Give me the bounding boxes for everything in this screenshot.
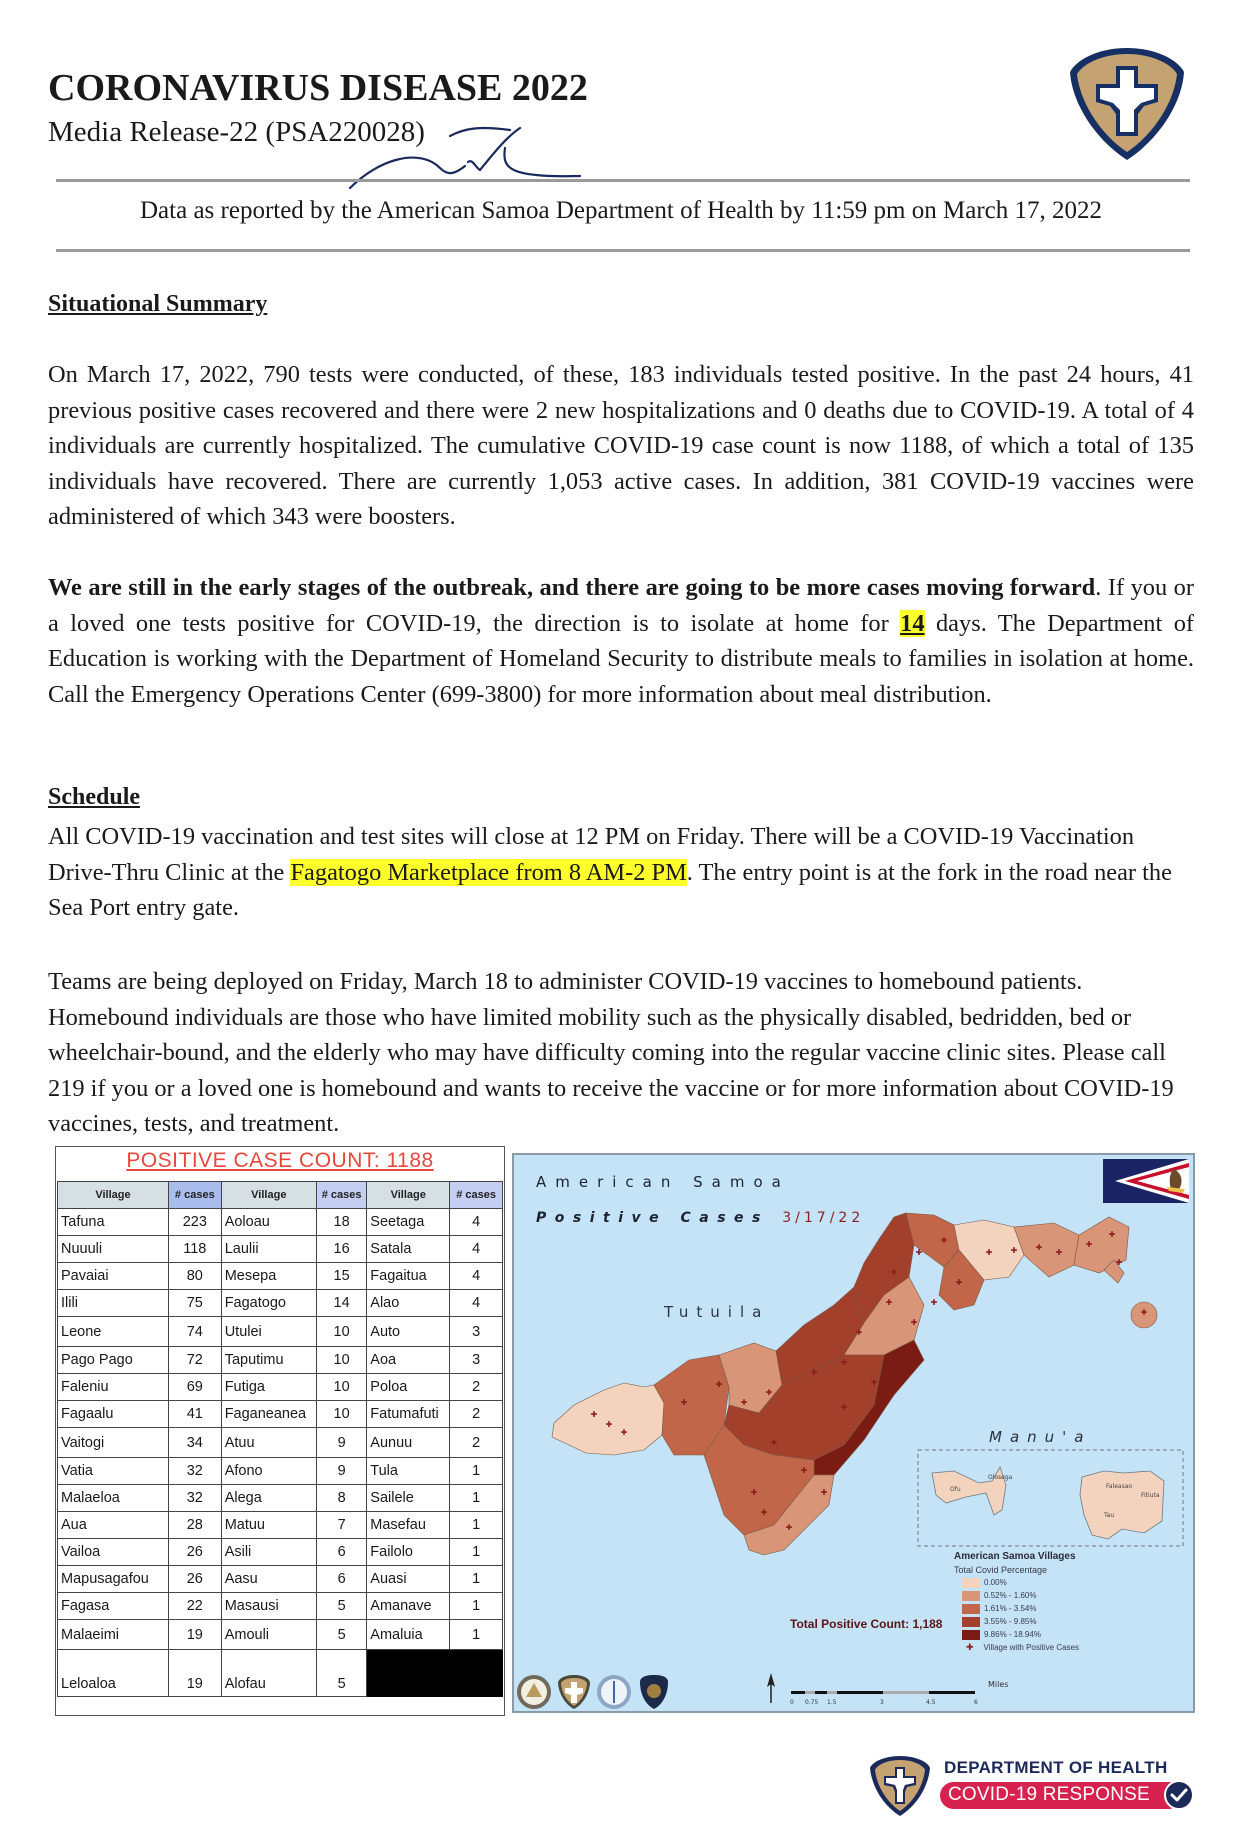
table-row xyxy=(58,1485,503,1512)
case-count-cell: 19 xyxy=(168,1650,221,1697)
case-count-cell: 1 xyxy=(450,1593,503,1620)
doh-shield-icon xyxy=(556,1673,592,1711)
table-row xyxy=(58,1290,503,1317)
case-count-cell: 22 xyxy=(168,1593,221,1620)
island-label-manua: Manu'a xyxy=(989,1428,1092,1446)
village-name-cell: Aunuu xyxy=(367,1428,450,1458)
case-count-cell: 19 xyxy=(168,1620,221,1650)
positive-case-marker: ✚ xyxy=(940,1236,948,1245)
village-name-cell: Alofau xyxy=(221,1650,316,1697)
village-region xyxy=(1014,1223,1079,1277)
positive-case-marker: ✚ xyxy=(1035,1243,1043,1252)
legend-title: American Samoa Villages xyxy=(954,1551,1076,1562)
village-name-cell: Faganeanea xyxy=(221,1401,316,1428)
american-samoa-flag-icon xyxy=(1103,1159,1189,1203)
case-count-cell: 26 xyxy=(168,1539,221,1566)
positive-case-marker: ✚ xyxy=(680,1398,688,1407)
meal-distribution-text: days. The Department of Education is working with the Department of Homeland Security to distribute meals to families in isolation at home. Call the Emergency Operations Center (699-3800) for more information about meal distribution. xyxy=(48,609,1195,708)
map-subtitle xyxy=(536,1210,864,1226)
village-name-cell: Alao xyxy=(367,1290,450,1317)
village-name-cell: Seetaga xyxy=(367,1209,450,1236)
doh-shield-cross-icon xyxy=(1066,44,1188,164)
schedule-heading: Schedule xyxy=(48,784,141,810)
schedule-paragraph xyxy=(48,819,1194,926)
case-count-cell: 10 xyxy=(316,1374,366,1401)
positive-case-marker: ✚ xyxy=(760,1508,768,1517)
case-count-cell: 3 xyxy=(450,1317,503,1347)
case-count-cell: 34 xyxy=(168,1428,221,1458)
village-name-cell: Vaitogi xyxy=(58,1428,169,1458)
closure-text: All COVID-19 vaccination and test sites will close at 12 PM on Friday. There will be a COVID-19 Vaccination Drive-Thru Clinic at the xyxy=(48,823,1135,886)
positive-case-marker: ✚ xyxy=(765,1388,773,1397)
table-row xyxy=(58,1236,503,1263)
legend-swatch xyxy=(962,1591,980,1601)
homeland-security-badge-icon xyxy=(636,1673,672,1711)
case-count-cell: 4 xyxy=(450,1290,503,1317)
positive-case-marker: ✚ xyxy=(1055,1248,1063,1257)
village-name-cell: Failolo xyxy=(367,1539,450,1566)
case-count-cell: 2 xyxy=(450,1374,503,1401)
scale-tick: 6 xyxy=(974,1699,978,1706)
village-name-cell: Asili xyxy=(221,1539,316,1566)
column-header-village: Village xyxy=(58,1182,169,1209)
case-count-cell: 1 xyxy=(450,1512,503,1539)
positive-case-marker: ✚ xyxy=(855,1328,863,1337)
scale-tick: 0.75 xyxy=(805,1699,819,1706)
clinic-location-highlight: Fagatogo Marketplace from 8 AM-2 PM xyxy=(290,858,687,886)
village-name-cell: Futiga xyxy=(221,1374,316,1401)
village-name-cell: Taputimu xyxy=(221,1347,316,1374)
positive-case-marker: ✚ xyxy=(810,1368,818,1377)
case-count-cell: 18 xyxy=(316,1209,366,1236)
case-count-cell: 75 xyxy=(168,1290,221,1317)
case-count-cell: 14 xyxy=(316,1290,366,1317)
case-count-cell: 1 xyxy=(450,1566,503,1593)
positive-case-marker: ✚ xyxy=(840,1403,848,1412)
outbreak-warning: We are still in the early stages of the outbreak, and there are going to be more cases moving forward xyxy=(48,574,1096,601)
table-row xyxy=(58,1620,503,1650)
positive-case-marker: ✚ xyxy=(930,1298,938,1307)
case-count-cell: 5 xyxy=(316,1650,366,1697)
case-count-cell: 72 xyxy=(168,1347,221,1374)
column-header-village: Village xyxy=(367,1182,450,1209)
legend-item xyxy=(954,1577,1184,1588)
village-region xyxy=(552,1383,664,1455)
map-title: American Samoa xyxy=(536,1173,790,1191)
agency-logos xyxy=(516,1673,672,1713)
case-count-cell: 1 xyxy=(450,1539,503,1566)
header-divider xyxy=(56,179,1190,182)
map-scale-bar xyxy=(789,1687,999,1709)
table-row xyxy=(58,1593,503,1620)
village-name-cell: Fagaitua xyxy=(367,1263,450,1290)
case-count-cell: 5 xyxy=(316,1593,366,1620)
case-count-cell: 223 xyxy=(168,1209,221,1236)
case-count-cell: 118 xyxy=(168,1236,221,1263)
map-label-faleasao: Faleasao xyxy=(1106,1483,1133,1490)
case-count-cell: 69 xyxy=(168,1374,221,1401)
village-name-cell: Tafuna xyxy=(58,1209,169,1236)
isolation-days-highlight: 14 xyxy=(900,609,925,637)
table-row xyxy=(58,1401,503,1428)
legend-marker-row xyxy=(954,1642,1184,1653)
case-count-cell: 10 xyxy=(316,1401,366,1428)
table-row xyxy=(58,1566,503,1593)
scale-tick: 4.5 xyxy=(926,1699,936,1706)
positive-case-marker: ✚ xyxy=(1085,1240,1093,1249)
document-title: CORONAVIRUS DISEASE 2022 xyxy=(48,67,588,109)
table-row xyxy=(58,1374,503,1401)
village-name-cell: Aoa xyxy=(367,1347,450,1374)
village-name-cell: Matuu xyxy=(221,1512,316,1539)
case-count-cell: 6 xyxy=(316,1566,366,1593)
positive-case-marker: ✚ xyxy=(985,1248,993,1257)
case-map xyxy=(512,1153,1195,1713)
case-count-cell: 4 xyxy=(450,1236,503,1263)
legend-item xyxy=(954,1629,1184,1640)
footer-department: DEPARTMENT OF HEALTH xyxy=(944,1758,1168,1777)
positive-case-marker: ✚ xyxy=(1010,1246,1018,1255)
village-name-cell: Laulii xyxy=(221,1236,316,1263)
positive-case-marker: ✚ xyxy=(910,1318,918,1327)
village-name-cell: Sailele xyxy=(367,1485,450,1512)
village-name-cell: Malaeimi xyxy=(58,1620,169,1650)
case-count-cell: 16 xyxy=(316,1236,366,1263)
seal-icon xyxy=(516,1673,552,1711)
positive-case-marker-icon: ✚ xyxy=(966,1642,974,1652)
redacted-cell xyxy=(450,1650,503,1697)
seal-icon xyxy=(596,1673,632,1711)
village-name-cell: Fagaalu xyxy=(58,1401,169,1428)
tutuila-island xyxy=(552,1213,1157,1555)
scale-tick: 3 xyxy=(880,1699,884,1706)
village-name-cell: Auasi xyxy=(367,1566,450,1593)
positive-case-marker: ✚ xyxy=(1108,1230,1116,1239)
legend-item xyxy=(954,1616,1184,1627)
case-count-cell: 9 xyxy=(316,1428,366,1458)
village-name-cell: Ilili xyxy=(58,1290,169,1317)
case-count-cell: 10 xyxy=(316,1347,366,1374)
legend-subtitle: Total Covid Percentage xyxy=(954,1565,1048,1575)
village-name-cell: Aua xyxy=(58,1512,169,1539)
case-count-cell: 10 xyxy=(316,1317,366,1347)
legend-label: 9.86% - 18.94% xyxy=(984,1630,1041,1639)
village-name-cell: Leone xyxy=(58,1317,169,1347)
village-name-cell: Utulei xyxy=(221,1317,316,1347)
map-label-ofu: Ofu xyxy=(950,1486,961,1493)
positive-case-marker: ✚ xyxy=(1140,1308,1148,1317)
table-header-row xyxy=(58,1182,503,1209)
column-header-cases: # cases xyxy=(168,1182,221,1209)
positive-case-marker: ✚ xyxy=(915,1248,923,1257)
village-name-cell: Aoloau xyxy=(221,1209,316,1236)
village-name-cell: Mesepa xyxy=(221,1263,316,1290)
case-count-cell: 2 xyxy=(450,1428,503,1458)
village-name-cell: Leloaloa xyxy=(58,1650,169,1697)
positive-case-marker: ✚ xyxy=(785,1523,793,1532)
case-count-cell: 32 xyxy=(168,1458,221,1485)
entry-point-text: . The entry point is at the fork in the road near the Sea Port entry gate. xyxy=(48,858,1172,922)
legend-swatch xyxy=(962,1630,980,1640)
media-release-id: Media Release-22 (PSA220028) xyxy=(48,116,425,148)
village-name-cell: Afono xyxy=(221,1458,316,1485)
positive-case-marker: ✚ xyxy=(590,1410,598,1419)
case-count-cell: 80 xyxy=(168,1263,221,1290)
summary-paragraph: On March 17, 2022, 790 tests were conducted, of these, 183 individuals tested positive. In the past 24 hours, 41 previous positive cases recovered and there were 2 new hospitalizations and 0 deaths due to COVID-19. A total of 4 individuals are currently hospitalized. The cumulative COVID-19 case count is now 1188, of which a total of 135 individuals have recovered. There are currently 1,053 active cases. In addition, 381 COVID-19 vaccines were administered of which 343 were boosters. xyxy=(48,361,1194,531)
village-name-cell: Faleniu xyxy=(58,1374,169,1401)
positive-case-marker: ✚ xyxy=(770,1438,778,1447)
village-name-cell: Masefau xyxy=(367,1512,450,1539)
total-positive-count: Total Positive Count: 1,188 xyxy=(790,1617,943,1631)
case-count-cell: 9 xyxy=(316,1458,366,1485)
village-name-cell: Atuu xyxy=(221,1428,316,1458)
case-count-cell: 4 xyxy=(450,1209,503,1236)
scale-tick: 1.5 xyxy=(827,1699,837,1706)
case-count-cell: 74 xyxy=(168,1317,221,1347)
case-count-cell: 2 xyxy=(450,1401,503,1428)
positive-case-marker: ✚ xyxy=(885,1298,893,1307)
scale-unit: Miles xyxy=(988,1680,1009,1689)
village-name-cell: Masausi xyxy=(221,1593,316,1620)
island-label-tutuila: Tutuila xyxy=(664,1303,770,1321)
village-name-cell: Fagatogo xyxy=(221,1290,316,1317)
legend-swatch xyxy=(962,1604,980,1614)
legend-item xyxy=(954,1603,1184,1614)
table-row xyxy=(58,1539,503,1566)
legend-item xyxy=(954,1590,1184,1601)
village-name-cell: Poloa xyxy=(367,1374,450,1401)
positive-case-marker: ✚ xyxy=(620,1428,628,1437)
village-name-cell: Amaluia xyxy=(367,1620,450,1650)
village-name-cell: Tula xyxy=(367,1458,450,1485)
village-name-cell: Fagasa xyxy=(58,1593,169,1620)
redacted-cell xyxy=(367,1650,450,1697)
positive-case-marker: ✚ xyxy=(740,1398,748,1407)
village-name-cell: Amanave xyxy=(367,1593,450,1620)
table-row xyxy=(58,1650,503,1697)
legend-marker-label: Village with Positive Cases xyxy=(983,1643,1079,1652)
positive-case-marker: ✚ xyxy=(840,1358,848,1367)
scale-tick: 0 xyxy=(790,1699,794,1706)
column-header-village: Village xyxy=(221,1182,316,1209)
case-count-cell: 32 xyxy=(168,1485,221,1512)
village-name-cell: Amouli xyxy=(221,1620,316,1650)
checkmark-icon xyxy=(1164,1780,1194,1810)
case-count-cell: 1 xyxy=(450,1620,503,1650)
positive-case-marker: ✚ xyxy=(605,1420,613,1429)
legend-label: 0.52% - 1.60% xyxy=(984,1591,1037,1600)
map-legend xyxy=(954,1551,1184,1653)
data-reporting-note: Data as reported by the American Samoa Department of Health by 11:59 pm on March 17, 2022 xyxy=(140,197,1102,224)
village-name-cell: Pago Pago xyxy=(58,1347,169,1374)
village-name-cell: Nuuuli xyxy=(58,1236,169,1263)
case-count-cell: 8 xyxy=(316,1485,366,1512)
legend-swatch xyxy=(962,1617,980,1627)
positive-case-marker: ✚ xyxy=(1115,1258,1123,1267)
positive-case-marker: ✚ xyxy=(800,1466,808,1475)
case-count-cell: 3 xyxy=(450,1347,503,1374)
case-count-cell: 15 xyxy=(316,1263,366,1290)
case-count-cell: 26 xyxy=(168,1566,221,1593)
table-row xyxy=(58,1317,503,1347)
table-row xyxy=(58,1209,503,1236)
positive-case-marker: ✚ xyxy=(820,1488,828,1497)
case-count-cell: 7 xyxy=(316,1512,366,1539)
legend-swatch xyxy=(962,1578,980,1588)
homebound-paragraph: Teams are being deployed on Friday, March 18 to administer COVID-19 vaccines to homebound patients. Homebound individuals are those who have limited mobility such as the physically disabled, bedridden, bed or wheelchair-bound, and the elderly who may have difficulty coming into the regular vaccine clinic sites. Please call 219 if you or a loved one is homebound and wants to receive the vaccine or for more information about COVID-19 vaccines, tests, and treatment. xyxy=(48,968,1174,1138)
case-count-cell: 41 xyxy=(168,1401,221,1428)
isolation-text: . If you or a loved one tests positive for COVID-19, the direction is to isolate at home for xyxy=(48,574,1194,637)
doh-shield-cross-icon xyxy=(868,1752,932,1818)
case-count-cell: 28 xyxy=(168,1512,221,1539)
case-count-title: POSITIVE CASE COUNT: 1188 xyxy=(126,1149,434,1172)
village-name-cell: Auto xyxy=(367,1317,450,1347)
legend-label: 0.00% xyxy=(984,1578,1007,1587)
situational-summary-heading: Situational Summary xyxy=(48,291,268,317)
village-name-cell: Alega xyxy=(221,1485,316,1512)
positive-case-marker: ✚ xyxy=(870,1378,878,1387)
table-row xyxy=(58,1458,503,1485)
case-count-cell: 6 xyxy=(316,1539,366,1566)
table-row xyxy=(58,1428,503,1458)
village-name-cell: Malaeloa xyxy=(58,1485,169,1512)
map-subtitle-text: Positive Cases xyxy=(536,1210,769,1226)
table-row xyxy=(58,1512,503,1539)
case-count-cell: 1 xyxy=(450,1458,503,1485)
positive-case-table xyxy=(55,1146,505,1716)
outbreak-paragraph xyxy=(48,570,1194,712)
north-arrow-icon xyxy=(766,1673,776,1703)
case-count-cell: 1 xyxy=(450,1485,503,1512)
village-name-cell: Vailoa xyxy=(58,1539,169,1566)
map-date: 3/17/22 xyxy=(782,1210,865,1226)
table-row xyxy=(58,1263,503,1290)
positive-case-marker: ✚ xyxy=(955,1278,963,1287)
column-header-cases: # cases xyxy=(450,1182,503,1209)
map-label-olosega: Olosega xyxy=(988,1474,1013,1481)
village-name-cell: Pavaiai xyxy=(58,1263,169,1290)
positive-case-marker: ✚ xyxy=(890,1268,898,1277)
column-header-cases: # cases xyxy=(316,1182,366,1209)
case-count-cell: 5 xyxy=(316,1620,366,1650)
footer-program: COVID-19 RESPONSE xyxy=(948,1784,1150,1805)
positive-case-marker: ✚ xyxy=(715,1380,723,1389)
header-divider xyxy=(56,249,1190,252)
village-case-table xyxy=(57,1181,503,1697)
map-label-fitiuta: Fitiuta xyxy=(1141,1492,1160,1499)
map-label-tau: Tau xyxy=(1104,1512,1115,1519)
table-row xyxy=(58,1347,503,1374)
tau-island xyxy=(1080,1471,1164,1539)
positive-case-marker: ✚ xyxy=(750,1488,758,1497)
legend-label: 1.61% - 3.54% xyxy=(984,1604,1037,1613)
village-name-cell: Vatia xyxy=(58,1458,169,1485)
village-name-cell: Mapusagafou xyxy=(58,1566,169,1593)
village-name-cell: Aasu xyxy=(221,1566,316,1593)
village-name-cell: Fatumafuti xyxy=(367,1401,450,1428)
case-count-cell: 4 xyxy=(450,1263,503,1290)
village-name-cell: Satala xyxy=(367,1236,450,1263)
legend-label: 3.55% - 9.85% xyxy=(984,1617,1037,1626)
doh-covid-response-logo xyxy=(868,1752,1198,1822)
